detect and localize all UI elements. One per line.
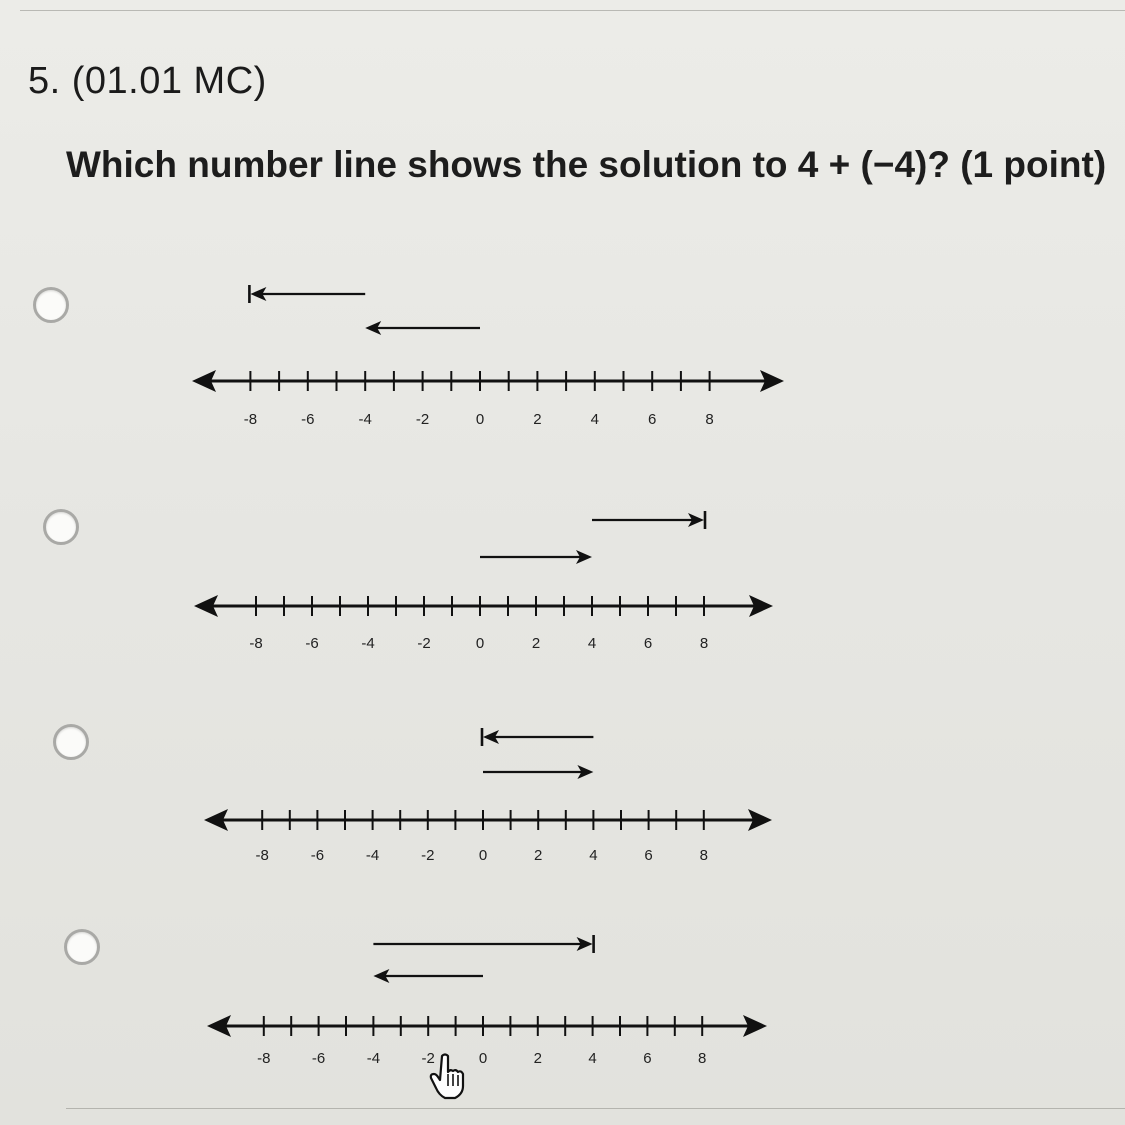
tick-label: -2	[417, 635, 431, 652]
tick-label: 0	[475, 635, 485, 652]
tick-label: 0	[475, 411, 485, 428]
question-number: 5. (01.01 MC)	[28, 60, 267, 102]
tick-label: -6	[301, 411, 315, 428]
hand-pointer-icon	[428, 1052, 470, 1100]
tick-label: -4	[365, 847, 380, 864]
tick-label: -6	[305, 635, 319, 652]
tick-label: -4	[361, 635, 375, 652]
tick-label: 6	[643, 1050, 652, 1067]
tick-label: -6	[310, 847, 325, 864]
tick-label: -8	[257, 1050, 271, 1067]
tick-label: -4	[366, 1050, 381, 1067]
tick-label: 0	[478, 1050, 488, 1067]
question-prompt: Which number line shows the solution to 4 + (−4)? (1 point)	[66, 144, 1107, 185]
tick-label: 8	[698, 1050, 707, 1067]
tick-label: 2	[531, 635, 541, 652]
tick-label: 2	[533, 1050, 542, 1067]
tick-label: -4	[358, 411, 372, 428]
tick-label: -2	[421, 1050, 435, 1067]
tick-label: 6	[643, 635, 653, 652]
tick-label: -8	[255, 847, 269, 864]
tick-label: 8	[705, 411, 714, 428]
tick-label: -2	[415, 411, 430, 428]
tick-label: 8	[699, 847, 708, 864]
bottom-divider	[66, 1108, 1125, 1109]
tick-label: 4	[588, 1050, 597, 1067]
tick-label: 4	[589, 847, 598, 864]
tick-label: -8	[243, 411, 258, 428]
tick-label: -2	[421, 847, 435, 864]
tick-label: 6	[644, 847, 653, 864]
tick-label: 2	[534, 847, 543, 864]
tick-label: 8	[699, 635, 709, 652]
tick-label: 0	[478, 847, 488, 864]
tick-label: 2	[533, 411, 542, 428]
tick-label: -8	[249, 635, 263, 652]
tick-label: -6	[311, 1050, 326, 1067]
tick-label: 4	[587, 635, 597, 652]
tick-label: 4	[590, 411, 599, 428]
tick-label: 6	[648, 411, 657, 428]
